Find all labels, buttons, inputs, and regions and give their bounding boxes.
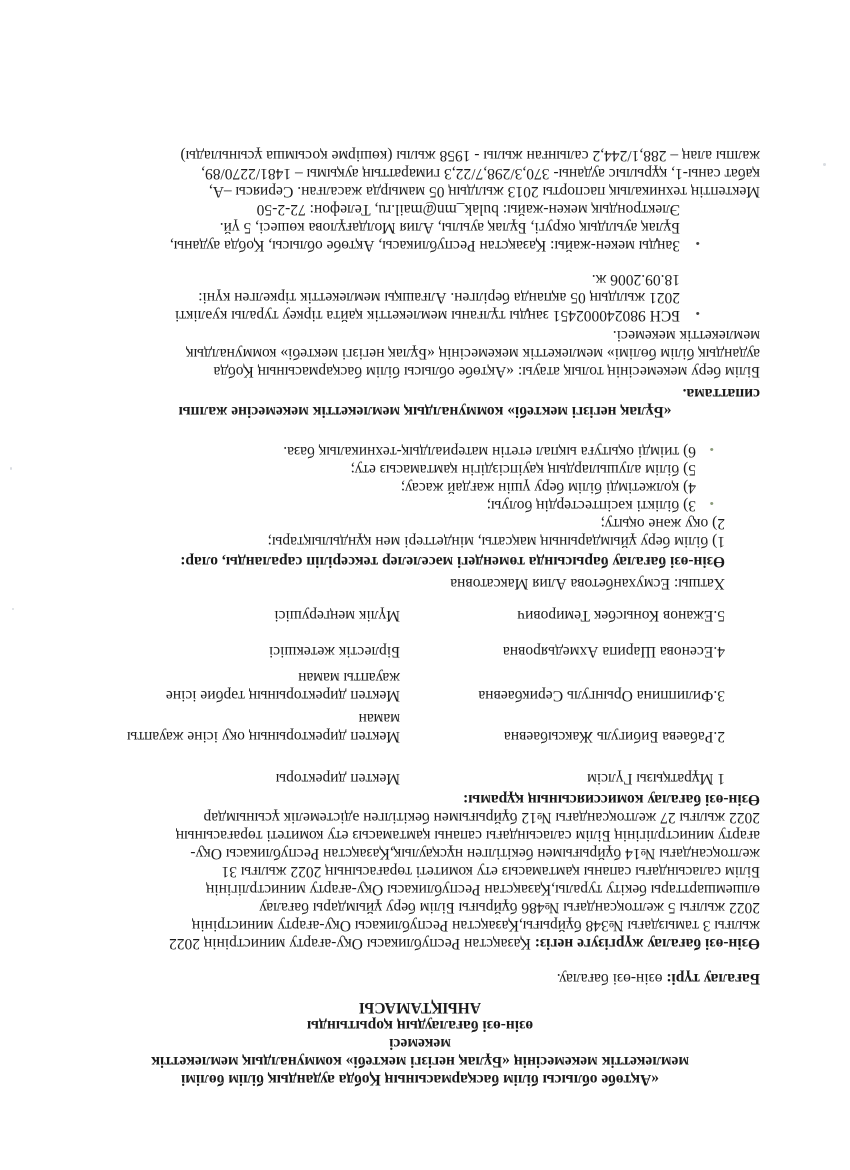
technical-line-2: қабат саны-1, құрылыс ауданы- 370,3/298,7/22,3 гимараттың ауқымы – 1481/2270/89,: [201, 165, 760, 182]
commission-member-2-role-line-2: маман: [358, 710, 400, 727]
basis-line-3: 2022 жылғы 5 желтоқсандағы №486 бұйрығы Білім беру ұйымдары бағалау: [259, 899, 760, 916]
commission-member-1-name: 1 Мұратқызы Гүлсім: [587, 770, 725, 787]
issues-list-item: 2) оқу және оқыту;: [600, 515, 725, 532]
commission-member-1-role: Мектеп директоры: [275, 770, 400, 787]
basis-label: Өзін-өзі бағалау жүргізуге негіз:: [534, 935, 760, 952]
commission-member-5-role: Мүлік меңгерушісі: [274, 607, 400, 624]
basis-line-5: Білім саласындағы сапаны қамтамасыз ету комитеті төрағасының 2022 жылғы 31: [221, 863, 760, 880]
commission-member-4-name: 4.Есенова Шарипа Ахмедьяровна: [502, 643, 725, 660]
basis-line-7: ағарту министрлігінің Білім саласындағы сапаны қамтамасыз ету комитеті төрағасының: [175, 827, 760, 844]
basis-line-8: 2022 жылғы 27 желтоқсандағы №12 бұйрығымен бекітілген әдістемелік ұсынымдар: [203, 809, 760, 826]
address-line-3: Электрондық мекен-жайы: bulak_mn@mail.ru, Телефон: 72-2-50: [256, 201, 680, 218]
basis-line-4: өлшемшарттары бекіту туралы,Қазақстан Республикасы Оқу-ағарту министрлігінің: [206, 881, 760, 898]
evaluation-type-label: Бағалау түрі:: [666, 970, 760, 987]
characteristic-title-line-1: «Бұлақ негізгі мектебі» коммуналдық мемлекеттік мекемесіне жалпы: [178, 403, 672, 420]
header-title-line-1: «Ақтөбе облысы білім басқармасының Қобда аудандық білім бөлімі: [181, 1071, 659, 1088]
evaluation-type: [557, 969, 760, 987]
commission-member-3-role-line-1: Мектеп директорының тәрбие ісіне: [165, 687, 400, 704]
commission-member-5-name: 5.Ежанов Конысбек Темирович: [517, 607, 725, 624]
basis-line-2: жылғы 3 тамыздағы №348 бұйрығы,Қазақстан Республикасы Оқу-ағарту министрінің: [191, 917, 760, 934]
bullet-icon: •: [695, 236, 700, 251]
commission-title: Өзін-өзі бағалау комиссиясының құрамы:: [463, 791, 760, 808]
commission-member-3-name: 3.Филиппина Орынгуль Серикбаевна: [478, 687, 725, 704]
address-line-1: Заңды мекен-жайы: Қазақстан Республикасы, Ақтөбе облысы, Қобда ауданы,: [169, 237, 680, 254]
document-title: АНЫҚТАМАСЫ: [359, 999, 481, 1016]
commission-secretary: Хатшы: Есмуханбетова Алия Максатовна: [450, 575, 725, 592]
address-line-2: Бұлақ ауылдық округі, Бұлақ ауылы, Алия Молдағұлова көшесі, 5 үй.: [219, 219, 680, 236]
scan-speck: [10, 467, 12, 470]
scan-speck: [823, 163, 826, 166]
issues-list-item: 5) білім алушылардың қауіпсіздігін қамтамасыз ету;: [350, 461, 696, 478]
registration-line-1: БСН 980240002451 заңды тұлғаны мемлекеттік қайта тіркеу туралы куәлікті: [174, 307, 680, 324]
issues-title: Өзін-өзі бағалау барысында төмендегі мәселелер тексеріліп сараланды, олар:: [180, 553, 725, 570]
bullet-icon: •: [709, 442, 714, 457]
characteristic-intro-line-2: аудандық білім бөлімі» мемлекеттік мекемесінің «Бұлақ негізгі мектебі» коммуналдық: [186, 345, 760, 362]
scan-speck: [12, 608, 14, 610]
commission-member-2-role-line-1: Мектеп директорының оқу ісіне жауапты: [126, 728, 400, 745]
header-title-line-2: мемлекеттік мекемесінің «Бұлақ негізгі мектебі» коммуналдық мемлекеттік: [151, 1053, 689, 1070]
issues-list-item: 3) білікті кәсіптестердің болуы;: [486, 497, 696, 514]
evaluation-type-value: өзін-өзі бағалау.: [556, 970, 667, 987]
technical-line-1: Мектептің техникалық паспорты 2013 жылдың 05 мамырда жасалған. Сериясы –А,: [208, 183, 760, 200]
commission-member-3-role-line-2: жауапты маман: [298, 669, 400, 686]
characteristic-title-line-2: сипаттама.: [682, 385, 760, 402]
characteristic-intro-line-3: мемлекеттік мекемесі.: [612, 327, 760, 344]
commission-member-4-role: Бірлестік жетекшісі: [268, 643, 400, 660]
registration-line-2: 2021 жылдың 05 ақпанда берілген. Алғашқы мемлекеттік тіркелген күні:: [198, 289, 680, 306]
issues-list-item: 6) тиімді оқытуға ықпал ететін материалдық-техникалық база.: [283, 443, 696, 460]
bullet-icon: •: [709, 496, 714, 511]
registration-line-3: 18.09.2006 ж.: [591, 271, 680, 288]
issues-list-item: 1) білім беру ұйымдарының мақсаты, міндеттері мен құндылықтары;: [267, 533, 725, 550]
technical-line-3: жалпы алаң – 288,1/244,2 салынған жылы - 1958 жылы (көшірме қосымша ұсынылады): [180, 147, 760, 164]
issues-list-item: 4) қолжетімді білім беру үшін жағдай жасау;: [400, 479, 696, 496]
commission-member-2-name: 2.Рабаева Бибигуль Жаксыбаевна: [503, 728, 725, 745]
characteristic-intro-line-1: Білім беру мекемесінің толық атауы: «Ақтөбе облысы білім басқармасының Қобда: [213, 363, 760, 380]
basis-line-1: [169, 934, 760, 952]
header-title-line-3: мекемесі: [389, 1035, 451, 1052]
bullet-icon: •: [695, 306, 700, 321]
basis-line-1-text: Қазақстан Республикасы Оқу-ағарту министрінің 2022: [169, 935, 535, 952]
basis-line-6: желтоқсандағы №14 бұйрығымен бекітілген нұсқаулық,Қазақстан Республикасы Оқу-: [190, 845, 760, 862]
header-title-line-4: өзін-өзі бағалаудың қорытынды: [306, 1017, 534, 1034]
